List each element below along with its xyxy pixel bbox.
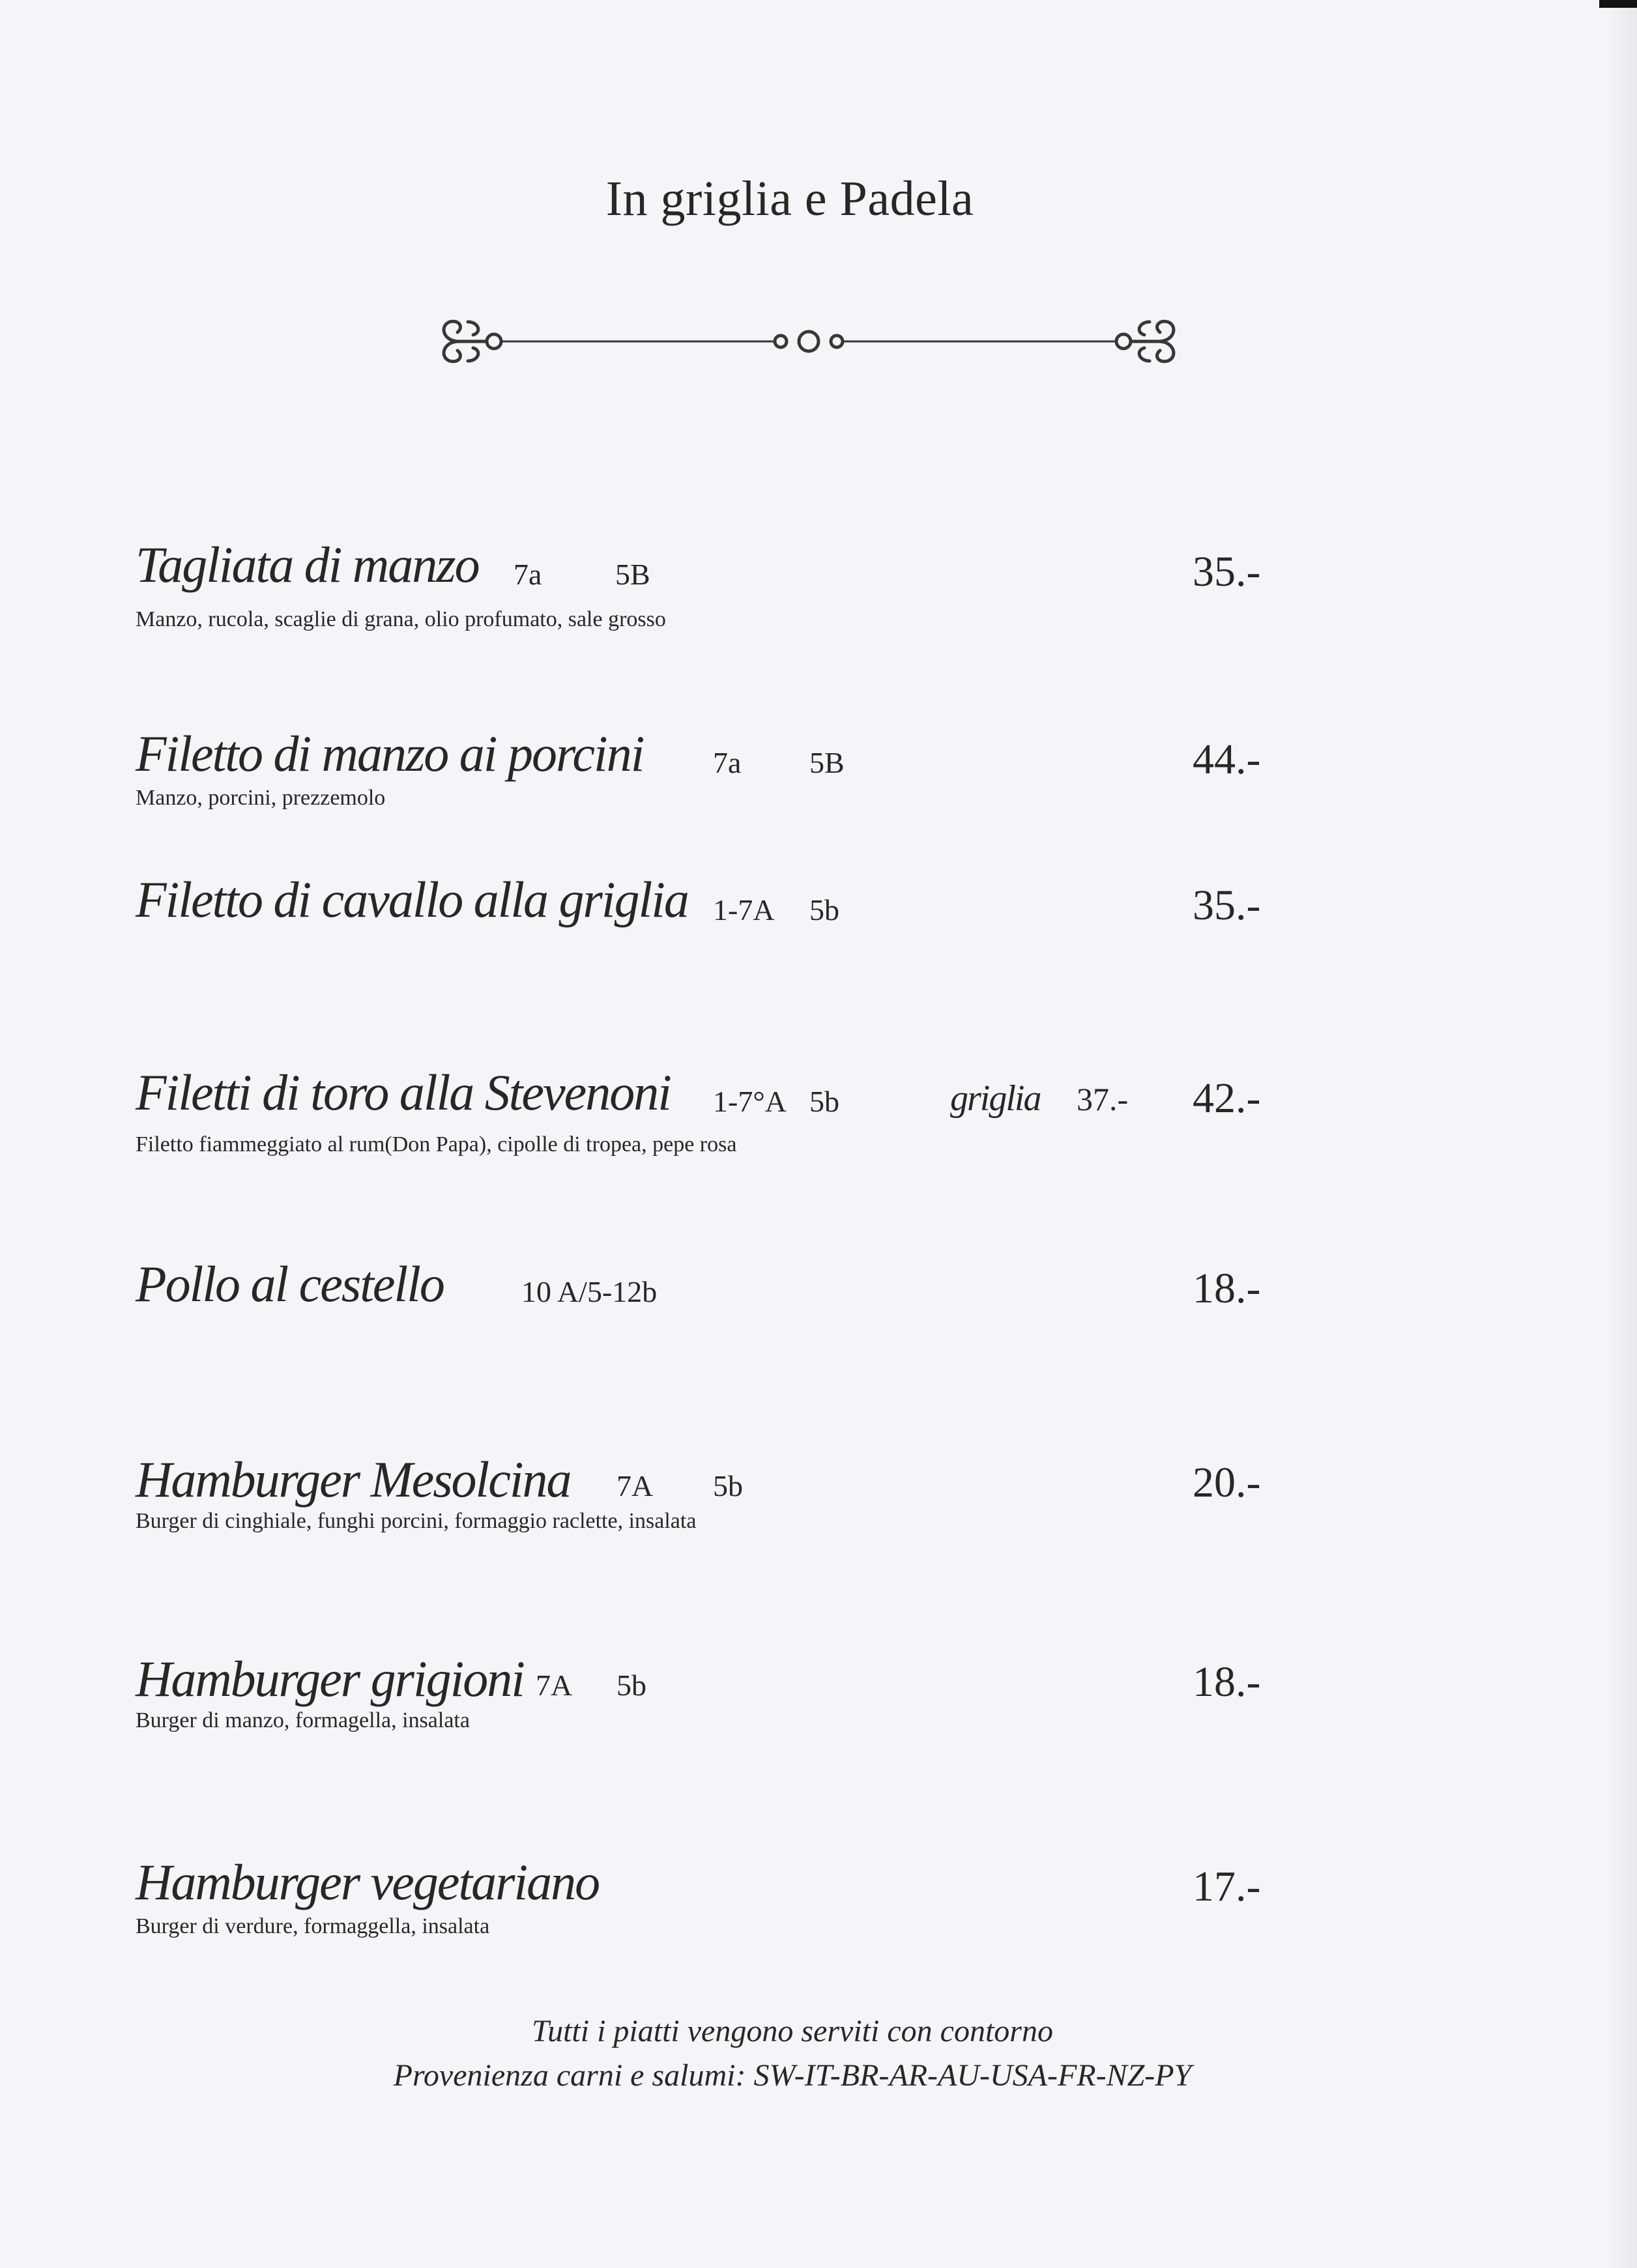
ornamental-scroll-divider-icon (430, 302, 1187, 380)
dish-description: Manzo, porcini, prezzemolo (136, 786, 386, 810)
dish-price: 20.- (1193, 1459, 1261, 1506)
dish-price: 35.- (1193, 882, 1261, 929)
dish-name: Hamburger grigioni (136, 1650, 524, 1707)
dish-name: Filetti di toro alla Stevenoni (136, 1064, 671, 1121)
footer-origin: Provenienza carni e salumi: SW-IT-BR-AR-AU-USA-FR-NZ-PY (393, 2058, 1192, 2093)
dish-name: Filetto di cavallo alla griglia (136, 871, 688, 928)
dish-price: 18.- (1193, 1658, 1261, 1706)
allergen-code: 1-7A (713, 893, 775, 926)
scan-edge (1606, 0, 1637, 2268)
dish-name: Pollo al cestello (136, 1256, 444, 1312)
dish-name: Filetto di manzo ai porcini (136, 725, 644, 782)
dish-description: Burger di verdure, formaggella, insalata (136, 1914, 490, 1938)
dish-price: 17.- (1193, 1863, 1261, 1910)
origin-code: 5b (809, 1085, 839, 1118)
dish-name: Hamburger Mesolcina (136, 1451, 571, 1508)
allergen-code: 7a (514, 558, 542, 591)
origin-code: 5b (713, 1469, 743, 1502)
allergen-code: 10 A/5-12b (521, 1275, 658, 1308)
dish-description: Filetto fiammeggiato al rum(Don Papa), cipolle di tropea, pepe rosa (136, 1132, 737, 1156)
allergen-code: 7a (713, 746, 742, 779)
allergen-code: 1-7°A (713, 1085, 787, 1118)
grill-option-label: griglia (950, 1078, 1041, 1119)
page-title: In griglia e Padela (605, 171, 974, 226)
origin-code: 5b (809, 893, 839, 926)
allergen-code: 7A (616, 1469, 654, 1502)
dish-description: Burger di cinghiale, funghi porcini, formaggio raclette, insalata (136, 1509, 697, 1533)
dish-name: Hamburger vegetariano (136, 1854, 600, 1910)
dish-description: Burger di manzo, formagella, insalata (136, 1708, 470, 1732)
grill-option-price: 37.- (1077, 1081, 1129, 1117)
dish-price: 18.- (1193, 1265, 1261, 1312)
footer-note: Tutti i piatti vengono serviti con contorno (532, 2014, 1053, 2048)
origin-code: 5B (809, 746, 845, 779)
dish-description: Manzo, rucola, scaglie di grana, olio profumato, sale grosso (136, 607, 666, 631)
scan-corner-mark (1599, 0, 1637, 8)
origin-code: 5B (615, 558, 650, 591)
dish-price: 35.- (1193, 548, 1261, 596)
dish-price: 42.- (1193, 1074, 1261, 1122)
allergen-code: 7A (536, 1669, 573, 1702)
dish-name: Tagliata di manzo (136, 536, 479, 593)
dish-price: 44.- (1193, 736, 1261, 783)
origin-code: 5b (616, 1669, 646, 1702)
